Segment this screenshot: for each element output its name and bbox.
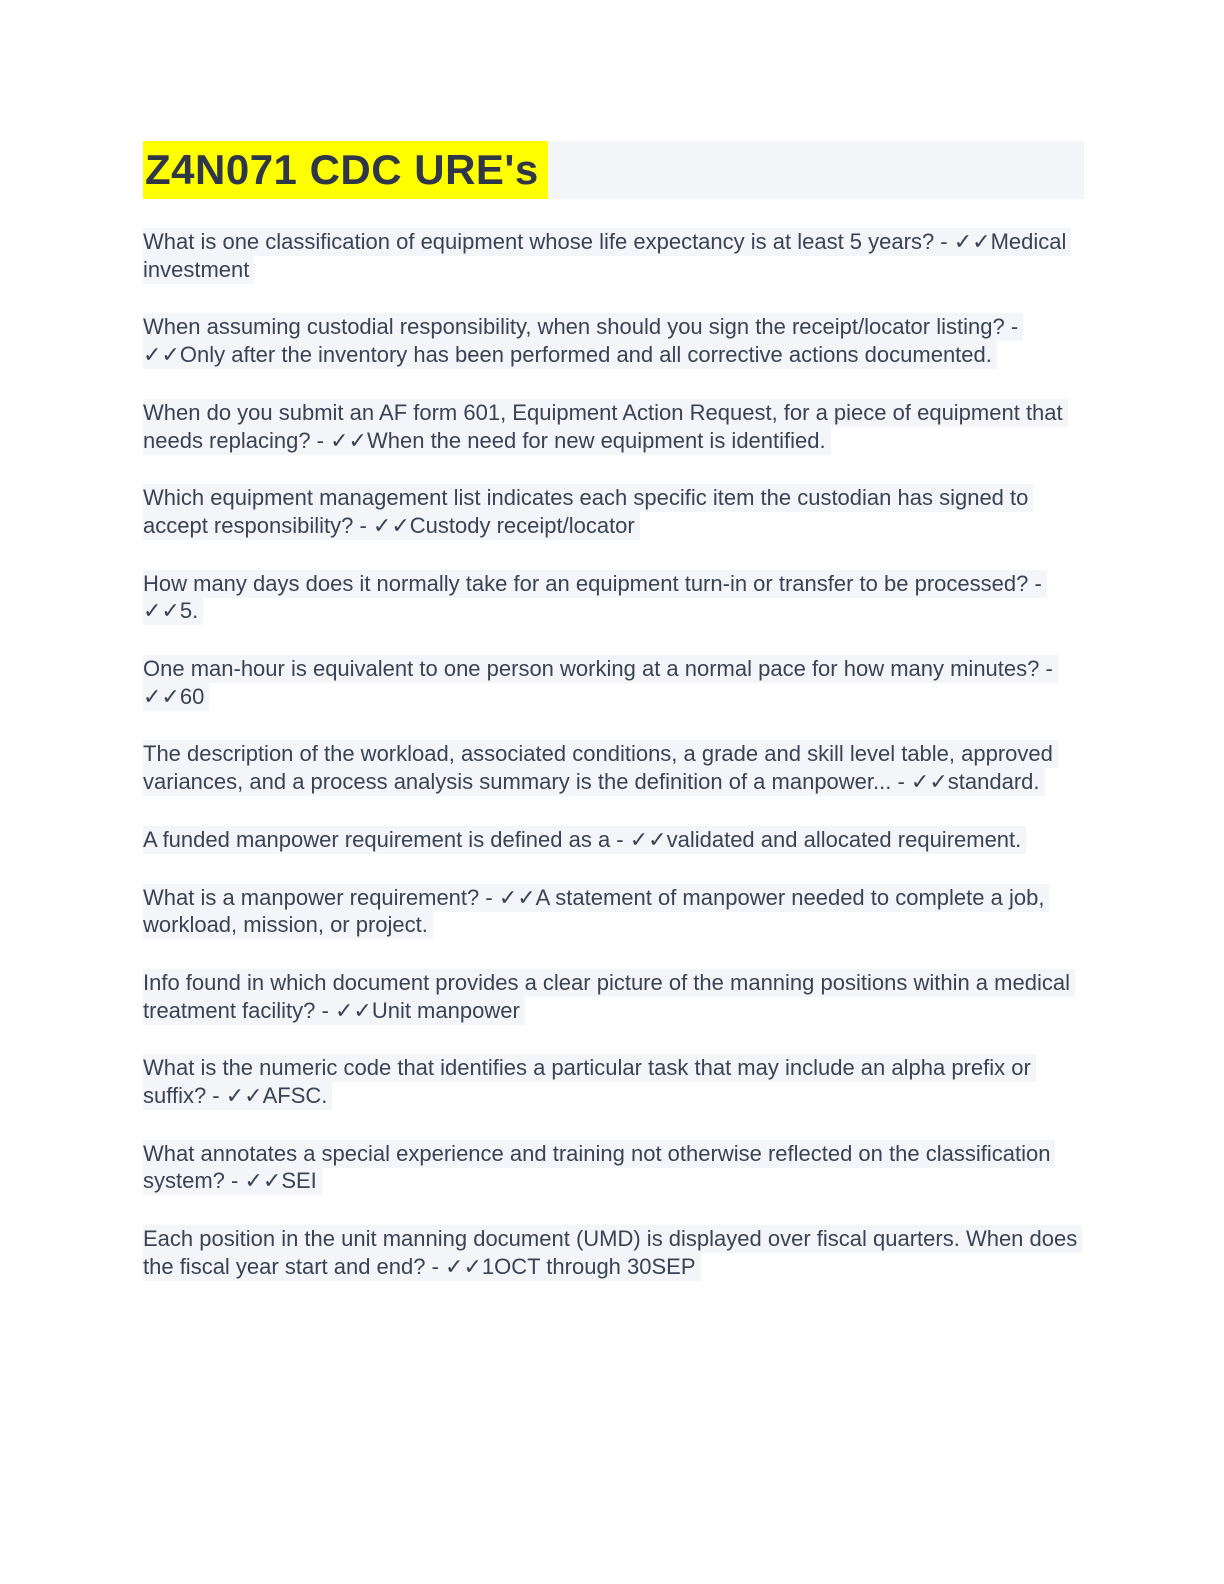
qa-paragraph [143, 228, 1084, 283]
qa-text: What is one classification of equipment whose life expectancy is at least 5 years? - ✓✓Medical investment [143, 228, 1071, 284]
page-title-bar [143, 141, 1084, 199]
qa-text: What annotates a special experience and training not otherwise reflected on the classification system? - ✓✓SEI [143, 1140, 1055, 1196]
qa-paragraph [143, 655, 1084, 710]
qa-paragraph [143, 399, 1084, 454]
qa-paragraph [143, 1054, 1084, 1109]
qa-paragraph [143, 570, 1084, 625]
qa-paragraph [143, 884, 1084, 939]
qa-paragraph [143, 1225, 1084, 1280]
qa-paragraph [143, 1140, 1084, 1195]
qa-text: When do you submit an AF form 601, Equipment Action Request, for a piece of equipment that needs replacing? - ✓✓When the need for new equipment is identified. [143, 399, 1068, 455]
qa-text: One man-hour is equivalent to one person working at a normal pace for how many minutes? - ✓✓60 [143, 655, 1058, 711]
page-title: Z4N071 CDC URE's [143, 141, 548, 199]
qa-text: What is a manpower requirement? - ✓✓A statement of manpower needed to complete a job, workload, mission, or project. [143, 884, 1049, 940]
qa-list [143, 228, 1084, 1281]
qa-text: What is the numeric code that identifies a particular task that may include an alpha prefix or suffix? - ✓✓AFSC. [143, 1054, 1036, 1110]
qa-text: A funded manpower requirement is defined as a - ✓✓validated and allocated requirement. [143, 826, 1026, 854]
qa-text: The description of the workload, associated conditions, a grade and skill level table, approved variances, and a process analysis summary is the definition of a manpower... - ✓✓standard. [143, 740, 1058, 796]
qa-paragraph [143, 826, 1084, 854]
qa-paragraph [143, 313, 1084, 368]
qa-text: Each position in the unit manning document (UMD) is displayed over fiscal quarters. When does the fiscal year start and end? - ✓✓1OCT through 30SEP [143, 1225, 1082, 1281]
qa-text: Which equipment management list indicates each specific item the custodian has signed to accept responsibility? - ✓✓Custody receipt/locator [143, 484, 1033, 540]
qa-text: When assuming custodial responsibility, when should you sign the receipt/locator listing? - ✓✓Only after the inventory has been performed and all corrective actions documented. [143, 313, 1023, 369]
qa-text: How many days does it normally take for an equipment turn-in or transfer to be processed? - ✓✓5. [143, 570, 1047, 626]
qa-paragraph [143, 740, 1084, 795]
qa-text: Info found in which document provides a clear picture of the manning positions within a medical treatment facility? - ✓✓Unit manpower [143, 969, 1075, 1025]
qa-paragraph [143, 969, 1084, 1024]
document-content [143, 141, 1084, 1281]
qa-paragraph [143, 484, 1084, 539]
